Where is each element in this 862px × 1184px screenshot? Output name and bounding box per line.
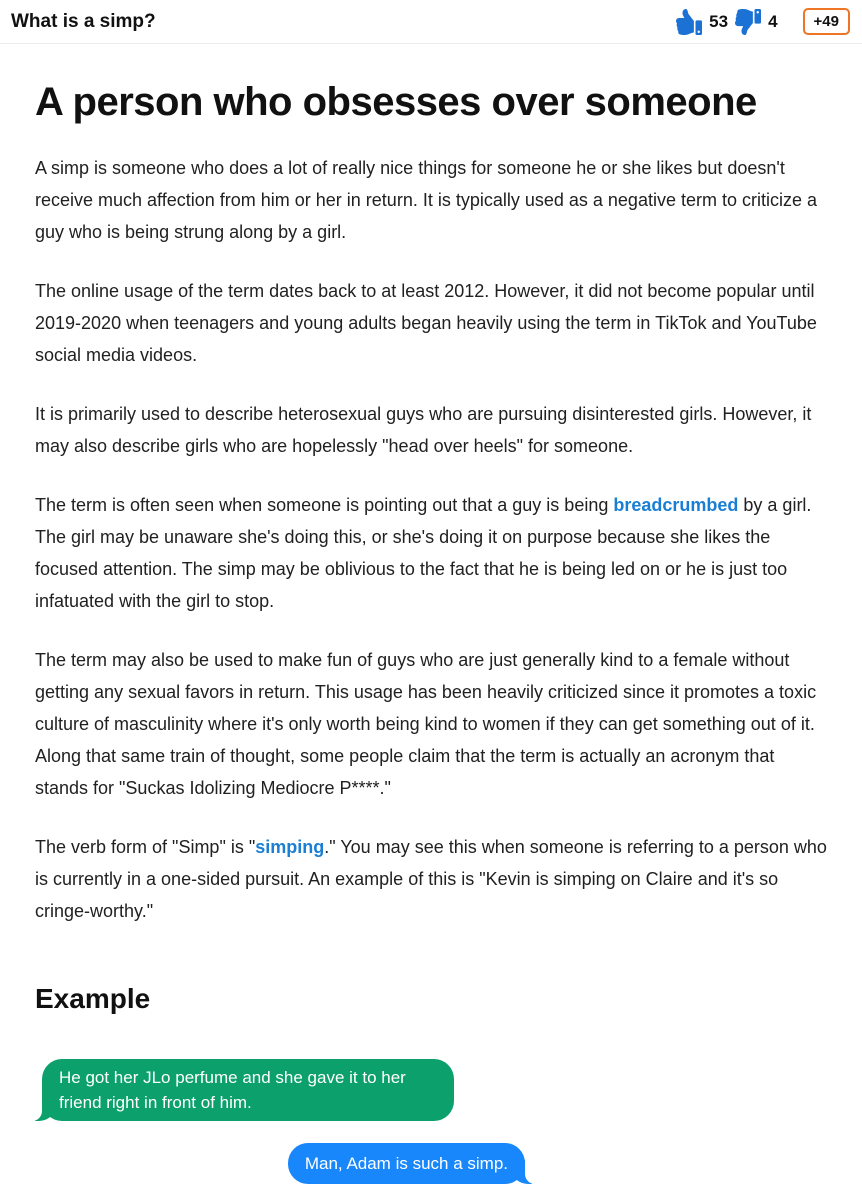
chat-bubble-sent: Man, Adam is such a simp. <box>288 1143 525 1184</box>
page-title: What is a simp? <box>11 10 156 32</box>
paragraph-text: The term is often seen when someone is pointing out that a guy is being <box>35 495 614 515</box>
paragraph-text: The verb form of "Simp" is " <box>35 837 256 857</box>
downvote-count: 4 <box>768 11 778 31</box>
link-simping[interactable]: simping <box>255 837 325 857</box>
score-badge: +49 <box>803 8 850 35</box>
paragraph <box>35 831 827 927</box>
paragraph-text: by a girl. The girl may be unaware she's doing this, or she's doing it on purpose because she likes the focused attention. The simp may be oblivious to the fact that he is being led on or he is just too infatuated with the girl to stop. <box>35 495 812 611</box>
vote-controls <box>676 8 850 35</box>
thumbs-down-button[interactable] <box>735 9 761 35</box>
upvote-count: 53 <box>709 11 729 31</box>
topbar <box>0 0 862 44</box>
paragraph: A simp is someone who does a lot of really nice things for someone he or she likes but doesn't receive much affection from him or her in return. It is typically used as a negative term to criticize a guy who is being strung along by a girl. <box>35 158 817 242</box>
chat-bubble-received: He got her JLo perfume and she gave it to her friend right in front of him. <box>42 1059 454 1121</box>
paragraph: The online usage of the term dates back to at least 2012. However, it did not become popular until 2019-2020 when teenagers and young adults began heavily using the term in TikTok and YouTube social media videos. <box>35 281 817 365</box>
paragraph: The term may also be used to make fun of guys who are just generally kind to a female without getting any sexual favors in return. This usage has been heavily criticized since it promotes a toxic culture of masculinity where it's only worth being kind to women if they can get something out of it. Along that same train of thought, some people claim that the term is actually an acronym that stands for "Suckas Idolizing Mediocre P****." <box>35 650 817 798</box>
definition-article <box>0 80 862 1184</box>
thumbs-down-icon <box>735 9 761 35</box>
link-breadcrumbed[interactable]: breadcrumbed <box>613 495 739 515</box>
thumbs-up-icon <box>676 9 702 35</box>
paragraph-text: ." You may see this when someone is referring to a person who is currently in a one-sided pursuit. An example of this is "Kevin is simping on Claire and it's so cringe-worthy." <box>35 837 827 921</box>
paragraph <box>35 489 827 617</box>
example-chat <box>35 1059 535 1184</box>
paragraph: It is primarily used to describe heterosexual guys who are pursuing disinterested girls. However, it may also describe girls who are hopelessly "head over heels" for someone. <box>35 404 812 456</box>
example-heading: Example <box>35 983 151 1014</box>
thumbs-up-button[interactable] <box>676 9 702 35</box>
definition-heading: A person who obsesses over someone <box>35 80 757 124</box>
